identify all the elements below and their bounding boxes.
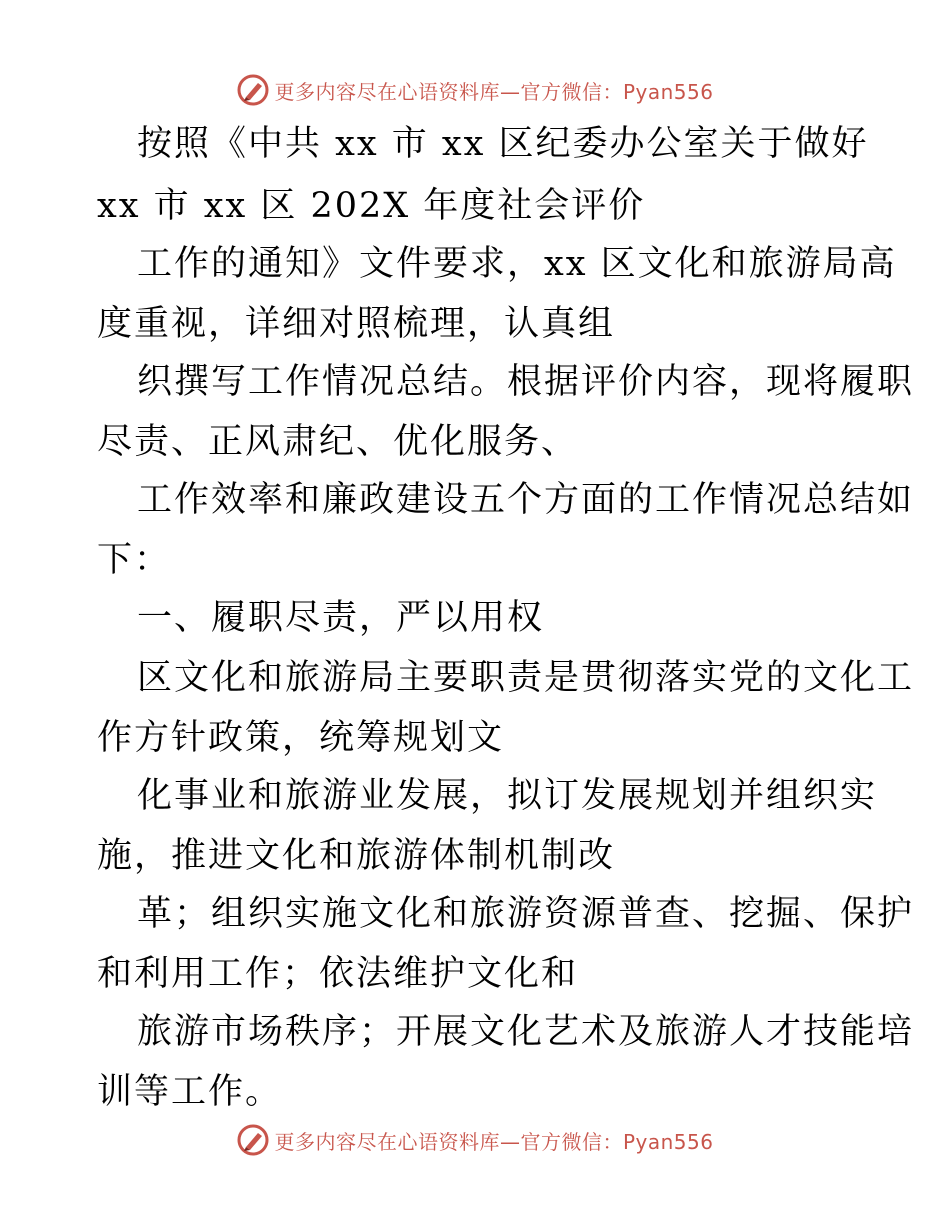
text-line: 尽责、正风肃纪、优化服务、: [97, 422, 579, 462]
text-line: 和利用工作；依法维护文化和: [97, 954, 579, 994]
text-line: 训等工作。: [97, 1072, 283, 1112]
text-line: 施，推进文化和旅游体制机制改: [97, 836, 616, 876]
footer-watermark: [0, 1120, 950, 1160]
text-line: 按照《中共 xx 市 xx 区纪委办公室关于做好: [137, 124, 869, 164]
pen-logo-icon: [236, 1123, 270, 1157]
watermark-text: 更多内容尽在心语资料库—官方微信：Pyan556: [274, 79, 714, 104]
text-line: 旅游市场秩序；开展文化艺术及旅游人才技能培: [137, 1012, 915, 1052]
text-line: 织撰写工作情况总结。根据评价内容，现将履职: [137, 362, 915, 402]
watermark-text: 更多内容尽在心语资料库—官方微信：Pyan556: [274, 1129, 714, 1154]
text-line: 化事业和旅游业发展，拟订发展规划并组织实: [137, 776, 878, 816]
text-line: 作方针政策，统筹规划文: [97, 718, 505, 758]
text-line: 区文化和旅游局主要职责是贯彻落实党的文化工: [137, 658, 915, 698]
text-line: 度重视，详细对照梳理，认真组: [97, 304, 616, 344]
text-line: 工作效率和廉政建设五个方面的工作情况总结如: [137, 480, 915, 520]
section-heading: 一、履职尽责，严以用权: [137, 598, 545, 638]
header-watermark: [0, 70, 950, 110]
pen-logo-icon: [236, 73, 270, 107]
text-line: 革；组织实施文化和旅游资源普查、挖掘、保护: [137, 894, 915, 934]
text-line: 下：: [97, 540, 172, 580]
text-line: xx 市 xx 区 202X 年度社会评价: [97, 186, 646, 226]
text-line: 工作的通知》文件要求，xx 区文化和旅游局高: [137, 244, 897, 284]
